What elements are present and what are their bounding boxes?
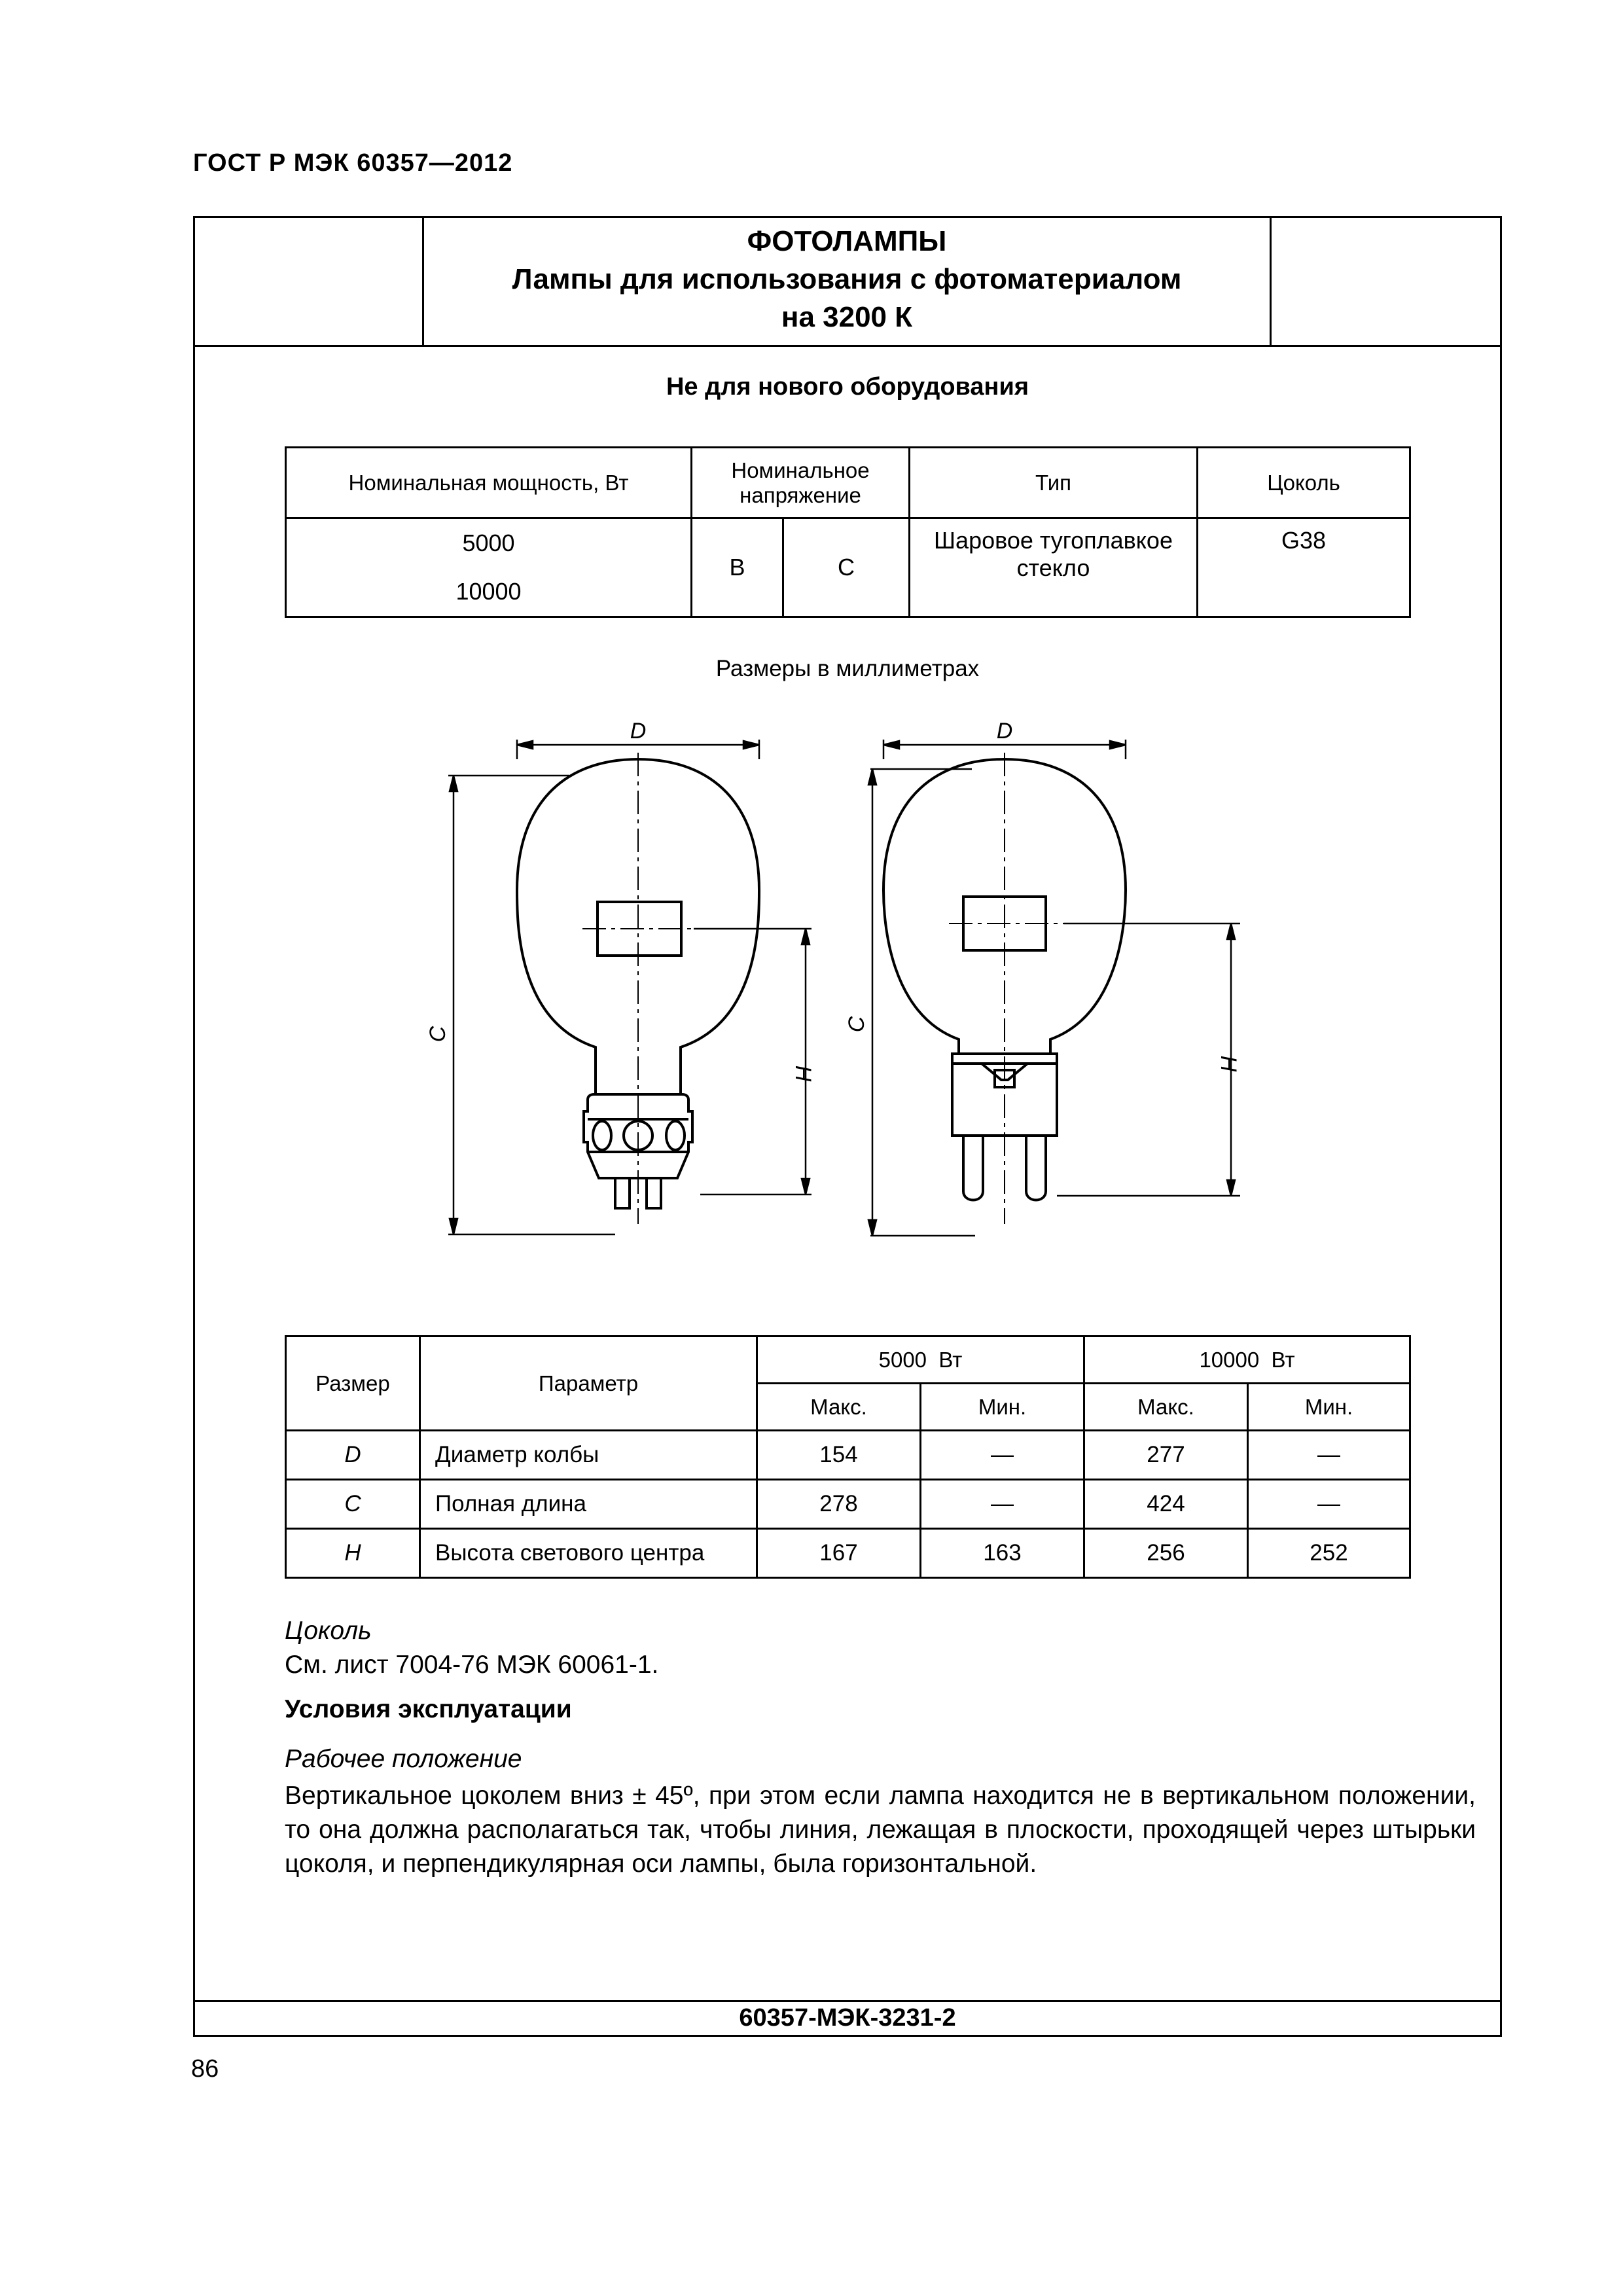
dim-value: 424 — [1084, 1480, 1248, 1529]
dim-value: 154 — [757, 1431, 921, 1480]
dim-param: Диаметр колбы — [420, 1431, 757, 1480]
dim-value: — — [921, 1431, 1084, 1480]
spec-table — [285, 446, 1411, 618]
footer-divider — [193, 2000, 1502, 2002]
header-base: Цоколь — [1198, 448, 1410, 518]
power-10000: 10000 — [455, 578, 522, 605]
page-number: 86 — [191, 2055, 219, 2083]
dim-value: 163 — [921, 1529, 1084, 1578]
header-5000w: 5000 Вт — [757, 1336, 1084, 1384]
dim-value: 256 — [1084, 1529, 1248, 1578]
dim-symbol: H — [286, 1529, 420, 1578]
dim-value: 252 — [1248, 1529, 1410, 1578]
dim-row-h — [286, 1529, 1410, 1578]
dim-symbol: C — [286, 1480, 420, 1529]
dim-value: — — [1248, 1480, 1410, 1529]
dim-value: — — [921, 1480, 1084, 1529]
title-line-1: ФОТОЛАМПЫ — [747, 225, 947, 257]
lamp-drawing — [419, 707, 1270, 1296]
standard-number: ГОСТ Р МЭК 60357—2012 — [193, 149, 513, 177]
dim-value: 277 — [1084, 1431, 1248, 1480]
header-param: Параметр — [420, 1336, 757, 1431]
type-value: Шаровое тугоплавкое стекло — [910, 518, 1198, 617]
right-label-d: D — [996, 719, 1013, 744]
power-values — [286, 518, 692, 617]
power-5000: 5000 — [462, 529, 515, 556]
header-voltage: Номинальное напряжение — [692, 448, 910, 518]
title-block-right-cell — [1270, 216, 1502, 347]
right-label-h: H — [1216, 1055, 1241, 1072]
subtitle: Не для нового оборудования — [666, 373, 1029, 401]
dim-param: Высота светового центра — [420, 1529, 757, 1578]
operating-heading: Условия эксплуатации — [285, 1695, 572, 1723]
sheet-code: 60357-МЭК-3231-2 — [739, 2004, 956, 2032]
left-label-h: H — [791, 1065, 815, 1082]
right-pin-1 — [963, 1136, 983, 1200]
left-pin-1 — [615, 1178, 630, 1208]
base-value: G38 — [1198, 518, 1410, 617]
voltage-b: B — [692, 518, 783, 617]
right-label-c: C — [844, 1016, 869, 1033]
dim-param: Полная длина — [420, 1480, 757, 1529]
base-heading: Цоколь — [285, 1617, 372, 1645]
right-pin-2 — [1026, 1136, 1046, 1200]
header-power: Номинальная мощность, Вт — [286, 448, 692, 518]
dim-header-row-1 — [286, 1336, 1410, 1384]
title-line-2: Лампы для использования с фотоматериалом — [512, 263, 1182, 295]
header-max-5000: Макс. — [757, 1384, 921, 1431]
title-line-3: на 3200 К — [781, 301, 913, 333]
dimensions-caption: Размеры в миллиметрах — [715, 656, 980, 681]
dim-symbol: D — [286, 1431, 420, 1480]
sheet-title — [424, 223, 1270, 336]
left-label-d: D — [630, 719, 647, 744]
base-text: См. лист 7004-76 МЭК 60061-1. — [285, 1651, 659, 1679]
header-min-5000: Мин. — [921, 1384, 1084, 1431]
dim-value: 167 — [757, 1529, 921, 1578]
left-label-c: C — [425, 1026, 450, 1043]
header-min-10000: Мин. — [1248, 1384, 1410, 1431]
header-size: Размер — [286, 1336, 420, 1431]
voltage-c: C — [783, 518, 910, 617]
spec-header-row — [286, 448, 1410, 518]
spec-data-row — [286, 518, 1410, 617]
left-pin-2 — [647, 1178, 661, 1208]
dim-row-c — [286, 1480, 1410, 1529]
dim-value: — — [1248, 1431, 1410, 1480]
position-heading: Рабочее положение — [285, 1745, 522, 1773]
header-type: Тип — [910, 448, 1198, 518]
dimensions-table — [285, 1335, 1411, 1579]
dim-row-d — [286, 1431, 1410, 1480]
header-max-10000: Макс. — [1084, 1384, 1248, 1431]
title-block-left-cell — [193, 216, 424, 347]
dim-value: 278 — [757, 1480, 921, 1529]
position-text: Вертикальное цоколем вниз ± 45º, при этом если лампа находится не в вертикальном положении, то она должна располагаться так, чтобы линия, лежащая в плоскости, проходящей через штырьки цоколя, и перпендикулярная оси лампы, была горизонтальной. — [285, 1782, 1476, 1878]
header-10000w: 10000 Вт — [1084, 1336, 1410, 1384]
